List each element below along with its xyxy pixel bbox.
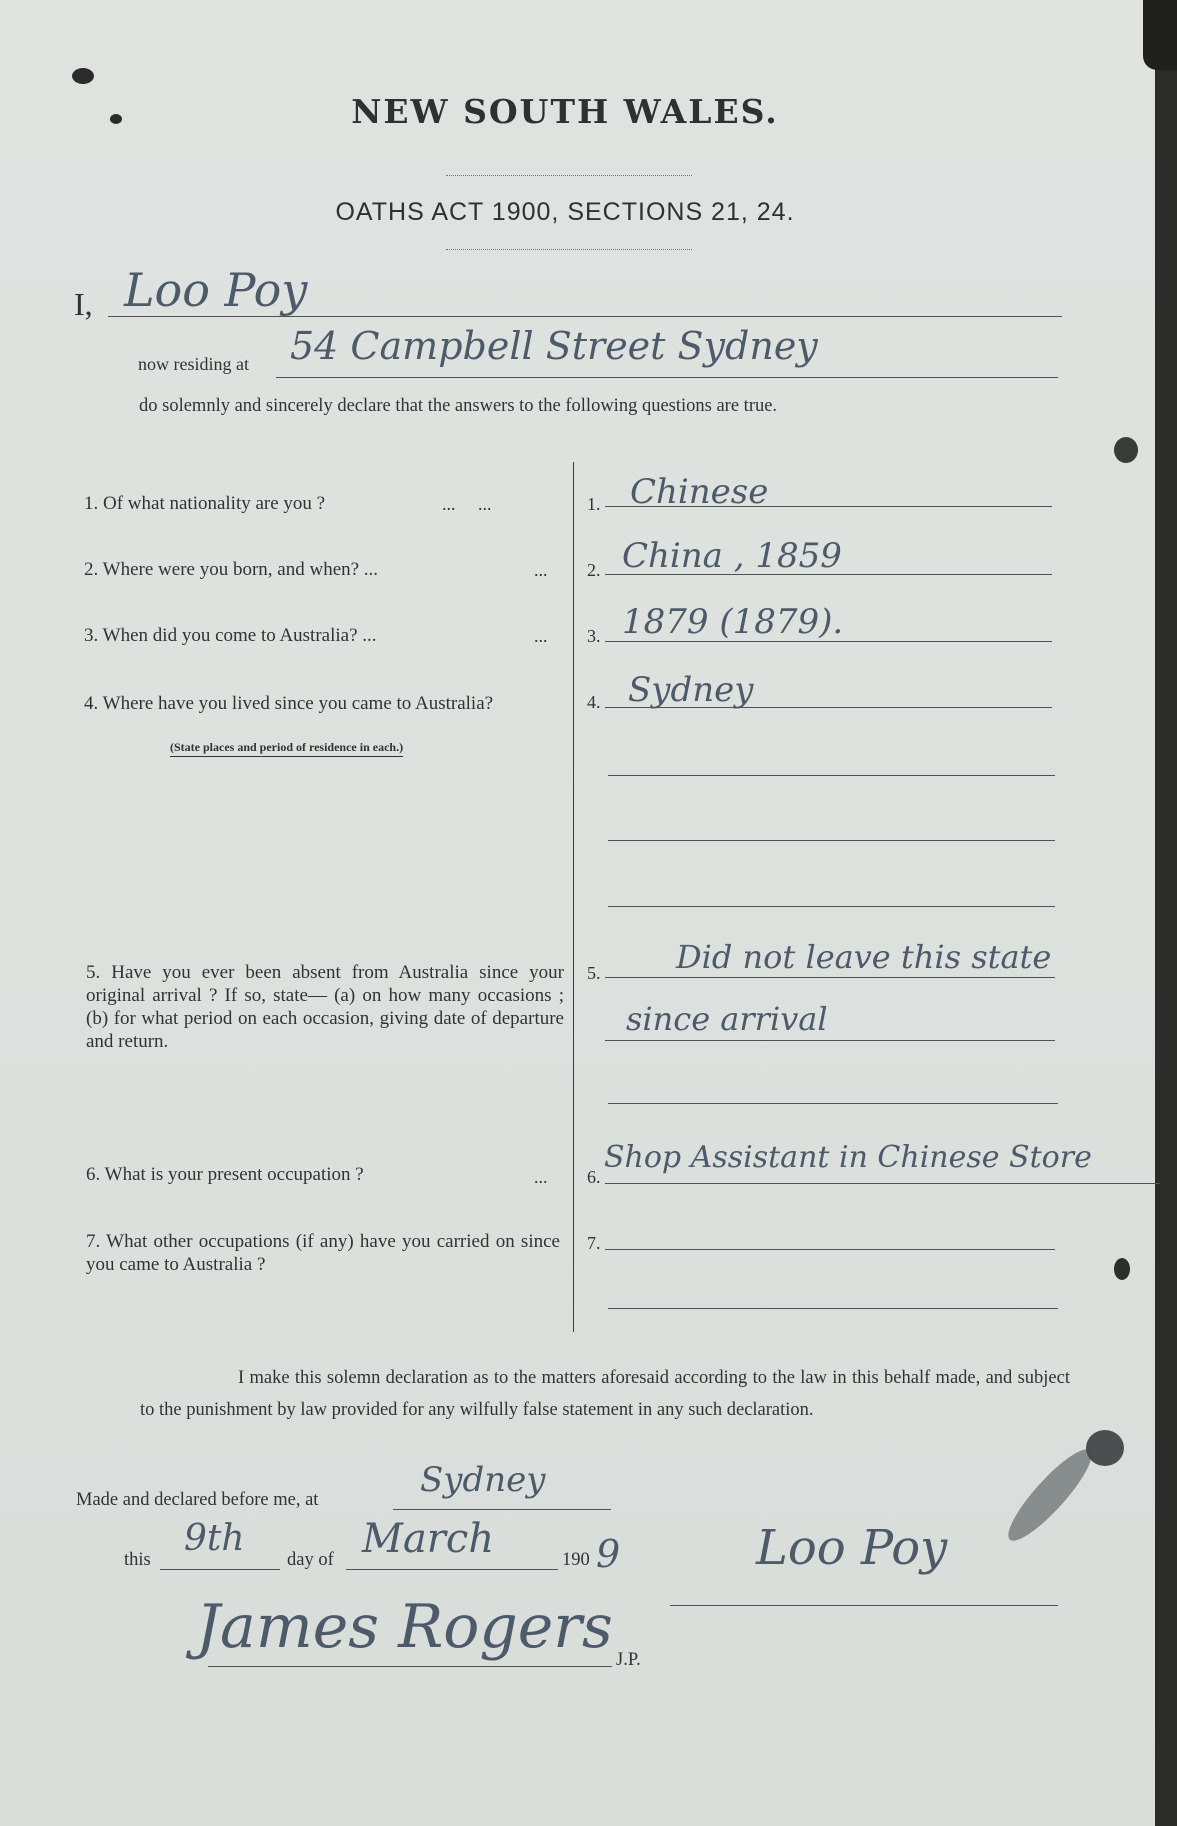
page-corner-dark — [1143, 0, 1177, 70]
question-3: 3. When did you come to Australia? ... — [84, 625, 377, 646]
answer-5-line2-rule — [605, 1040, 1055, 1041]
answer-3[interactable]: 1879 (1879). — [622, 602, 844, 642]
jp-signature: James Rogers — [196, 1592, 613, 1662]
answer-4-extra-line — [608, 775, 1055, 776]
question-5: 5. Have you ever been absent from Australia since your original arrival ? If so, state— (a) on how many occasions ; (b) for what period on each occasion, giving date of departure and return. — [86, 962, 564, 1052]
month-line — [346, 1569, 558, 1570]
ink-blot — [1086, 1430, 1124, 1466]
jp-signature-line — [208, 1666, 612, 1667]
page-edge-border — [1155, 0, 1177, 1826]
answer-6-number: 6. — [587, 1167, 601, 1187]
question-3-dots: ... — [534, 626, 548, 646]
question-2: 2. Where were you born, and when? ... — [84, 559, 379, 580]
answer-4-number: 4. — [587, 692, 601, 712]
declarant-name[interactable]: Loo Poy — [124, 263, 308, 317]
residing-label: now residing at — [138, 354, 249, 374]
day-of-label: day of — [287, 1550, 334, 1570]
answer-6[interactable]: Shop Assistant in Chinese Store — [604, 1140, 1092, 1175]
answer-3-line — [605, 641, 1052, 642]
answer-5-line2[interactable]: since arrival — [626, 1000, 828, 1038]
ink-blot — [1114, 437, 1138, 463]
answer-2-line — [605, 574, 1052, 575]
declarant-signature: Loo Poy — [756, 1520, 948, 1576]
answer-5-line — [605, 977, 1055, 978]
answer-1-line — [605, 506, 1052, 507]
divider-top — [446, 175, 692, 176]
question-1-dots: ... ... — [442, 494, 492, 514]
divider-bottom — [446, 249, 692, 250]
question-2-dots: ... — [534, 560, 548, 580]
question-7: 7. What other occupations (if any) have you carried on since you came to Australia ? — [86, 1231, 560, 1275]
declared-month[interactable]: March — [362, 1516, 495, 1562]
made-declared-label: Made and declared before me, at — [76, 1490, 319, 1510]
address-line — [276, 377, 1058, 378]
answer-7-extra-line — [608, 1308, 1058, 1309]
answer-5-number: 5. — [587, 963, 601, 983]
declarant-prefix: I, — [74, 286, 93, 322]
ink-blot — [72, 68, 94, 84]
declared-day[interactable]: 9th — [184, 1518, 245, 1559]
residing-address[interactable]: 54 Campbell Street Sydney — [290, 324, 818, 368]
answer-5-extra-line — [608, 1103, 1058, 1104]
column-divider — [573, 462, 574, 1332]
declared-place[interactable]: Sydney — [420, 1460, 546, 1500]
answer-4-line — [605, 707, 1052, 708]
answer-4-extra-line — [608, 906, 1055, 907]
day-line — [160, 1569, 280, 1570]
answer-4[interactable]: Sydney — [628, 670, 754, 710]
state-title: NEW SOUTH WALES. — [351, 92, 779, 131]
answer-5[interactable]: Did not leave this state — [676, 938, 1052, 976]
year-prefix: 190 — [562, 1550, 590, 1570]
answer-1-number: 1. — [587, 494, 601, 514]
ink-blot — [1114, 1258, 1130, 1280]
declarant-signature-line — [670, 1605, 1058, 1606]
answer-2-number: 2. — [587, 560, 601, 580]
this-label: this — [124, 1550, 151, 1570]
question-4: 4. Where have you lived since you came to Australia? — [84, 693, 494, 714]
answer-3-number: 3. — [587, 626, 601, 646]
name-line — [108, 316, 1062, 317]
question-6-dots: ... — [534, 1167, 548, 1187]
answer-7-line — [605, 1249, 1055, 1250]
answer-6-line — [605, 1183, 1160, 1184]
place-line — [393, 1509, 611, 1510]
question-4-note: (State places and period of residence in each.) — [170, 740, 403, 757]
answer-4-extra-line — [608, 840, 1055, 841]
act-title: OATHS ACT 1900, SECTIONS 21, 24. — [335, 198, 795, 226]
answer-2[interactable]: China , 1859 — [622, 536, 842, 576]
question-6: 6. What is your present occupation ? — [86, 1164, 364, 1185]
question-1: 1. Of what nationality are you ? — [84, 493, 326, 514]
declared-year-digit[interactable]: 9 — [596, 1532, 621, 1576]
solemn-declaration: I make this solemn declaration as to the matters aforesaid according to the law in this behalf made, and subject to the punishment by law provided for any wilfully false statement in any such declaration. — [140, 1368, 1070, 1420]
answer-7-number: 7. — [587, 1233, 601, 1253]
declare-text: do solemnly and sincerely declare that the answers to the following questions are true. — [139, 396, 778, 416]
jp-label: J.P. — [616, 1650, 641, 1670]
answer-1[interactable]: Chinese — [630, 472, 769, 512]
